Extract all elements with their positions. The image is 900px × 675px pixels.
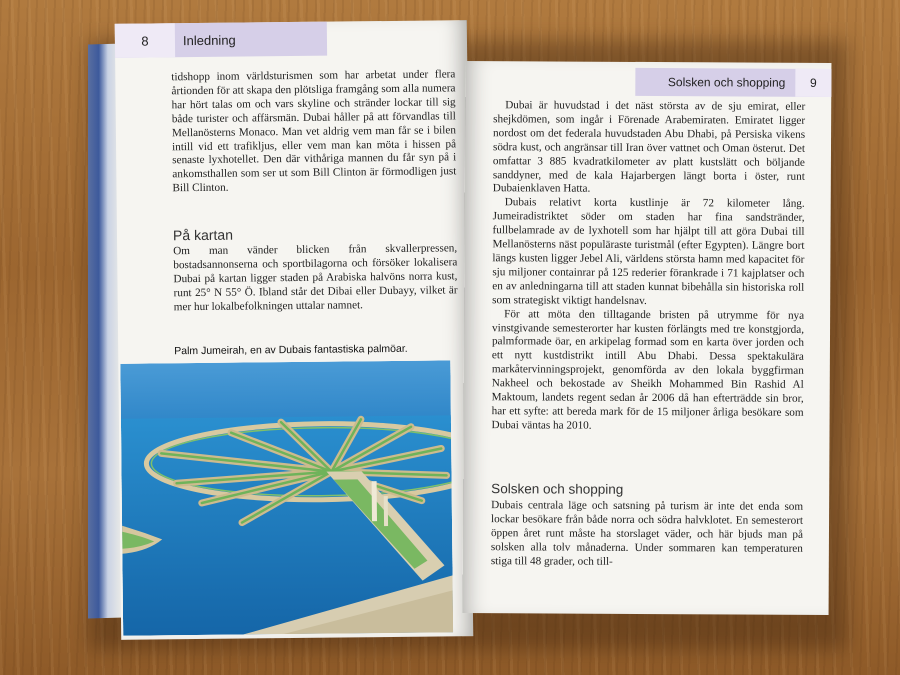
section-heading: Solsken och shopping — [491, 481, 624, 497]
paragraph: Om man vänder blicken från skvallerpressen, bostadsannonserna och sportbilagorna och försöker lokalisera Dubai på kartan ligger staden på Arabiska halvöns norra kust, runt 25° N 55° Ö. Ibland står det Dibai eller Dubayy, vilket är mer hur lokalbefolkningen uttalar namnet. — [173, 242, 458, 313]
paragraph: Dubai är huvudstad i det näst största av de sju emirat, eller shejkdömen, som ingår i Förenade Arabemiraten. Emiratet ligger nordost om det federala huvudstaden Abu Dhabi, på Persiska vikens södra kust, och angränsar till Iran över vattnet och Oman österut. Det omfattar 3 885 kvadratkilometer av platt kustslätt och böljande sanddyner, med de kala Hajarbergen längt borta i öster, runt Dubaienklaven Hatta. — [492, 99, 806, 196]
tail-text — [491, 499, 803, 570]
aerial-island-image — [120, 360, 453, 635]
chapter-title: Inledning — [182, 32, 236, 48]
section-heading: På kartan — [172, 226, 234, 244]
paragraph: Dubais centrala läge och satsning på turism är inte det enda som lockar besökare från både norra och södra halvklotet. En semesterort öppen året runt måste ha storslaget väder, och här bjuds man på solsken alla tolv månaderna. Under sommaren kan temperaturen stiga till 48 grader, och till- — [490, 499, 804, 568]
left-page — [115, 20, 473, 640]
right-page — [463, 61, 832, 615]
running-head: Solsken och shopping — [667, 75, 786, 90]
paragraph: För att möta den tilltagande bristen på utrymme för nya vinstgivande semesterorter har kusten förlängts med tre konstgjorda, palmformade öar, en arkipelag formad som en karta över jorden och ett nytt kustdistrikt intill Abu Dhabi. Dessa spektakulära markåtervinningsprojekt, genomförda av den lokala byggfirman Nakheel och bekostade av Sheikh Mohammed Bin Rashid Al Maktoum, landets regent sedan år 2006 då han efterträdde sin bror, har ett syfte: att bereda mark för de 15 miljoner årliga besökare som Dubai väntas ha 2010. — [491, 307, 805, 432]
main-text — [492, 99, 806, 434]
page-number: 8 — [115, 23, 175, 58]
palm-jumeirah-photo — [120, 360, 453, 635]
page-header-tab — [115, 22, 327, 58]
intro-text — [171, 68, 456, 196]
paragraph: tidshopp inom världsturismen som har arbetat under flera årtionden för att skapa den plötsliga framgång som alla numera har hört talas om och vars skyline och stränder lockar till sig både turister och affärsmän. Dubai håller på att förvandlas till Mellanösterns Monaco. Man vet aldrig vem man får se i bilen intill vid ett trafikljus, eller vem man kan möta i hissen på senaste lyxhotellet. Den där vithåriga mannen du får syn på i ankomsthallen som ser ut som Bill Clinton är förmodligen just Bill Clinton. — [171, 68, 457, 195]
paragraph: Dubais relativt korta kustlinje är 72 kilometer lång. Jumeiradistriktet söder om staden har fina sandstränder, fullbelamrade av de lyxhotell som har hjälpt till att göra Dubai till Mellanösterns näst populäraste turistmål (efter Egypten). Längre bort längs kusten ligger Jebel Ali, världens största hamn med kapacitet för sju miljoner containrar på 125 rederier förankrade i 71 kajplatser och en av anledningarna till att staden kunnat bibehålla sin historiska roll som strategiskt viktigt handelsnav. — [492, 196, 805, 307]
page-header-tab — [635, 68, 831, 97]
page-number: 9 — [795, 69, 831, 97]
map-text — [173, 242, 458, 315]
photo-caption: Palm Jumeirah, en av Dubais fantastiska palmöar. — [174, 342, 408, 358]
